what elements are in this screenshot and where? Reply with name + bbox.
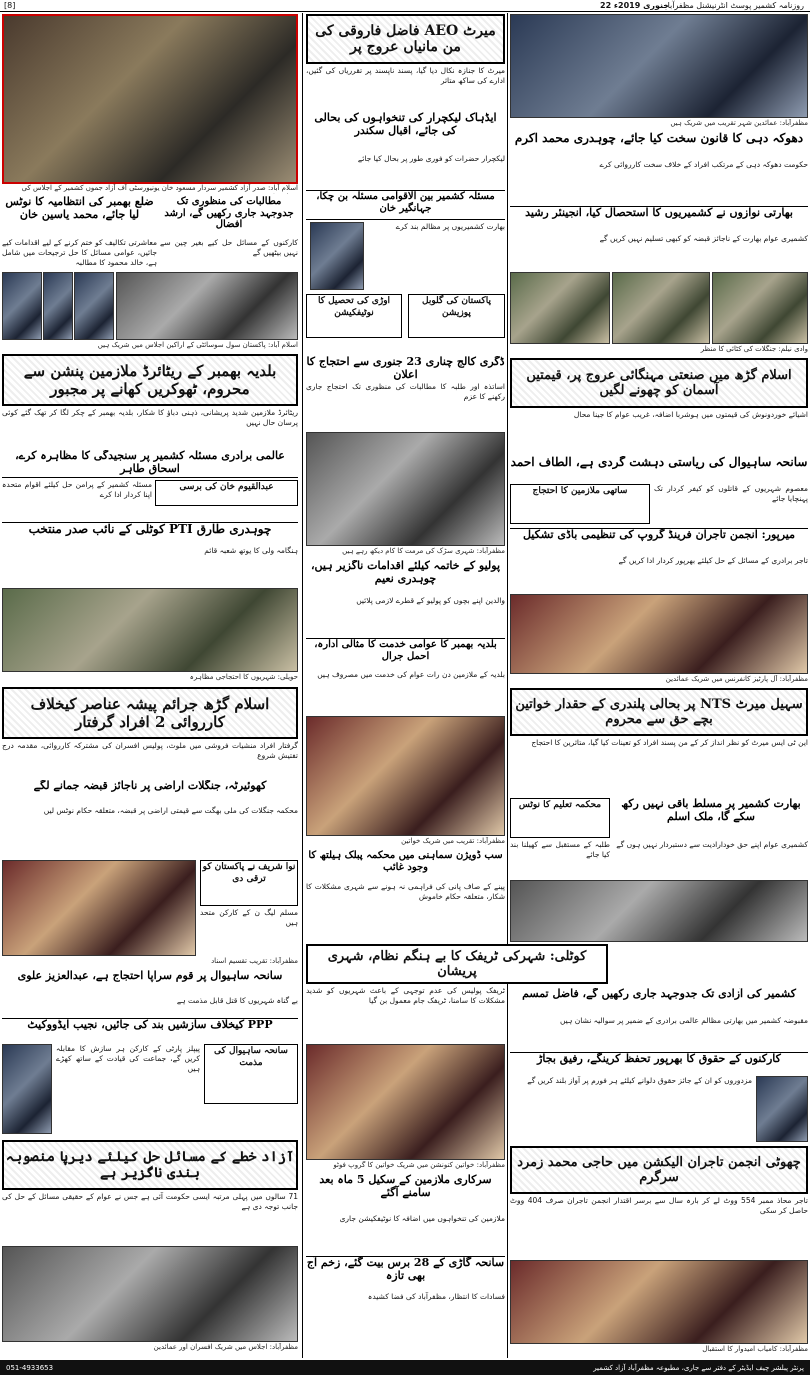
boxed-headline: عبدالقیوم خان کی برسی (155, 480, 298, 506)
group-photo (510, 14, 808, 118)
story-body: ہنگامہ ولی کا یوتھ شعبہ قائم (204, 546, 298, 555)
story-body: ٹریفک پولیس کی عدم توجہی کے باعث شہریوں کو شدید مشکلات کا سامنا، ٹریفک جام معمول بن گیا (306, 986, 505, 1005)
story-body: مسلم لیگ ن کے کارکن متحد ہیں (200, 908, 298, 927)
story-body: کشمیری عوام بھارت کے ناجائز قبضہ کو کبھی تسلیم نہیں کریں گے (599, 234, 808, 243)
banner-headline: آزاد خطے کے مسائل حل کیلئے دیرپا منصوبہ بندی ناگزیر ہے (2, 1140, 298, 1190)
story-body: معصوم شہریوں کے قاتلوں کو کیفر کردار تک پہنچایا جائے (654, 484, 808, 503)
meeting-photo (116, 272, 298, 340)
street-photo (306, 432, 505, 546)
photo-caption: مظفرآباد: آل پارٹیز کانفرنس میں شریک عمائدین (665, 675, 808, 683)
boxed-headline: نوا شریف نے پاکستان کو ترقی دی (200, 860, 298, 906)
story-body: تاجر برادری کے مسائل کے حل کیلئے بھرپور کردار ادا کریں گے (618, 556, 808, 565)
footer-phone: 051-4933653 (6, 1363, 54, 1372)
story-headline: عالمی برادری مسئلہ کشمیر پر سنجیدگی کا مظاہرہ کرے، اسحاق طاہر (2, 450, 298, 478)
photo-caption: مظفرآباد: کامیاب امیدوار کا استقبال (702, 1345, 808, 1353)
story-body: پینے کے صاف پانی کی فراہمی نہ ہونے سے شہری مشکلات کا شکار، متعلقہ حکام خاموش (306, 882, 505, 901)
masthead: روزنامہ کشمیر پوسٹ انٹرنیشنل مظفرآباد (664, 1, 804, 10)
story-body: بے گناہ شہریوں کا قتل قابل مذمت ہے (176, 996, 298, 1005)
page-number: [8] (4, 1, 16, 10)
photo-caption: مظفرآباد: خواتین کنونشن میں شریک خواتین کا گروپ فوٹو (333, 1161, 505, 1169)
story-body: کارکنوں کے مسائل حل کیے بغیر چین سے نہیں بیٹھیں گے (160, 238, 298, 257)
story-body: مزدوروں کو ان کے جائز حقوق دلوانے کیلئے ہر فورم پر آواز بلند کریں گے (527, 1076, 752, 1085)
forest-photo (612, 272, 710, 344)
story-body: پیپلز پارٹی کے کارکن ہر سازش کا مقابلہ کریں گے، جماعت کی قیادت کے ساتھ کھڑے ہیں (56, 1044, 200, 1073)
conference-photo (510, 594, 808, 674)
page-header (0, 0, 810, 12)
banner-headline: میرٹ AEO فاضل فاروقی کی من مانیاں عروج پر (306, 14, 505, 64)
portrait-photo (74, 272, 114, 340)
story-body: معاشرتی تکالیف کو ختم کرنے کے لیے اقدامات کیے جائیں، عوامی مسائل کا حل ترجیحات میں شامل ہے، خالد محمود کا مطالبہ (2, 238, 157, 267)
story-body: اشیائے خوردونوش کی قیمتوں میں ہوشربا اضافہ، غریب عوام کا جینا محال (573, 410, 808, 419)
story-headline: چوہدری طارق PTI کوٹلی کے نائب صدر منتخب (2, 522, 298, 544)
story-body: گرفتار افراد منشیات فروشی میں ملوث، پولیس افسران کی مشترکہ کارروائی، مقدمہ درج تفتیش شروع (2, 741, 298, 760)
forest-photo (712, 272, 808, 344)
crowd-photo (2, 588, 298, 672)
column-divider (302, 13, 303, 1358)
boxed-headline: ساتھی ملازمین کا احتجاج (510, 484, 650, 524)
portrait-photo (2, 1044, 52, 1134)
story-body: ملازمین کی تنخواہوں میں اضافہ کا نوٹیفکیشن جاری (339, 1214, 505, 1223)
photo-caption: مظفرآباد: اجلاس میں شریک افسران اور عمائدین (153, 1343, 298, 1351)
story-headline: بلدیہ بھمبر کا عوامی خدمت کا مثالی ادارہ، احمل جرال (306, 638, 505, 668)
story-body: فسادات کا انتظار، مظفرآباد کی فضا کشیدہ (367, 1292, 505, 1301)
story-body: این ٹی ایس میرٹ کو نظر انداز کر کے من پسند افراد کو تعینات کیا گیا، متاثرین کا احتجاج (531, 738, 808, 747)
story-headline: سانحہ ساہیوال پر قوم سراپا احتجاج ہے، عبدالعزیز علوی (17, 970, 283, 982)
photo-caption: مظفرآباد: عمائدین شہر تقریب میں شریک ہیں (670, 119, 808, 127)
banner-headline: بلدیہ بھمبر کے ریٹائرڈ ملازمین پنشن سے محروم، ٹھوکریں کھانے پر مجبور (2, 354, 298, 406)
story-body: طلبہ کے مستقبل سے کھیلنا بند کیا جائے (510, 840, 610, 859)
story-headline: بھارتی نوازوں نے کشمیریوں کا استحصال کیا، انجینئر رشید (510, 206, 808, 232)
story-body: محکمہ جنگلات کی ملی بھگت سے قیمتی اراضی پر قبضہ، متعلقہ حکام نوٹس لیں (43, 806, 298, 815)
story-body: مقبوضہ کشمیر میں بھارتی مظالم عالمی برادری کے ضمیر پر سوالیہ نشان ہیں (559, 1016, 808, 1025)
story-body: ریٹائرڈ ملازمین شدید پریشانی، ذہنی دباؤ کا شکار، بلدیہ بھمبر کے چکر لگا کر تھک گئے کوئی پرسان حال نہیں (2, 408, 298, 427)
footer-imprint: پرنٹر پبلشر چیف ایڈیٹر کے دفتر سے جاری، مطبوعہ مظفرآباد آزاد کشمیر (593, 1363, 804, 1372)
boxed-headline: اوڑی کی تحصیل کا نوٹیفکیشن (306, 294, 402, 338)
banner-headline: چھوٹی انجمن تاجران الیکشن میں حاجی محمد زمرد سرگرم (510, 1146, 808, 1194)
column-divider (507, 13, 508, 1358)
story-headline: مسئلہ کشمیر بین الاقوامی مسئلہ بن چکا، جہانگیر خان (306, 190, 505, 220)
story-body: اساتذہ اور طلبہ کا مطالبات کی منظوری تک احتجاج جاری رکھنے کا عزم (306, 382, 505, 401)
story-body: تاجر محاذ ممبر 554 ووٹ لے کر بارہ سال سے برسر اقتدار انجمن تاجران صرف 404 ووٹ حاصل کر سکی (510, 1196, 808, 1215)
conference-photo (2, 860, 196, 956)
story-body: والدین اپنے بچوں کو پولیو کے قطرے لازمی پلائیں (356, 596, 505, 605)
photo-caption: وادی نیلم: جنگلات کی کٹائی کا منظر (700, 345, 808, 353)
story-headline: دھوکہ دہی کا قانون سخت کیا جائے، چوہدری محمد اکرم (514, 132, 804, 145)
story-body: میرٹ کا جنازہ نکال دیا گیا، پسند ناپسند پر تقرریاں کی گئیں، ادارے کی ساکھ متاثر (306, 66, 505, 85)
story-headline: ایڈہاک لیکچرار کی تنخواہوں کی بحالی کی جائے، اقبال سکندر (314, 112, 497, 137)
boxed-headline: سانحہ ساہیوال کی مذمت (204, 1044, 298, 1104)
parade-photo (510, 880, 808, 942)
story-headline: سب ڈویژن سماہنی میں محکمہ پبلک ہیلتھ کا وجود غائب (308, 850, 503, 873)
story-headline: بھارت کشمیر پر مسلط باقی نہیں رکھ سکے گا، ملک اسلم (621, 798, 801, 823)
story-headline: میرپور: انجمن تاجران فرینڈ گروپ کی تنظیمی باڈی تشکیل (510, 528, 808, 554)
lead-photo-caption: اسلام آباد: صدر آزاد کشمیر سردار مسعود خان یونیورسٹی آف آزاد جموں کشمیر کے اجلاس کی (21, 184, 298, 192)
photo-caption: مظفرآباد: شہری سڑک کی مرمت کا کام دیکھ رہے ہیں (342, 547, 505, 555)
lead-photo (2, 14, 298, 184)
story-headline: کشمیر کی آزادی تک جدوجہد جاری رکھیں گے، فاضل تمسم (522, 988, 796, 1000)
group-photo (306, 1044, 505, 1160)
banner-headline: کوٹلی: شہرکی ٹریفک کا بے ہنگم نظام، شہری پریشان (306, 944, 608, 984)
story-headline: سرکاری ملازمین کے سکیل 5 ماہ بعد سامنے آگئے (319, 1174, 492, 1199)
banner-headline: اسلام گڑھ میں صنعتی مہنگائی عروج پر، قیمتیں آسمان کو چھونے لگیں (510, 358, 808, 408)
boxed-headline: محکمہ تعلیم کا نوٹس (510, 798, 610, 838)
portrait-photo (2, 272, 42, 340)
story-headline: کھوئیرٹہ، جنگلات اراضی پر ناجائز قبضہ جمانے لگے (33, 780, 267, 792)
photo-caption: مظفرآباد: تقریب تقسیم اسناد (211, 957, 298, 965)
story-body: مسئلہ کشمیر کے پرامن حل کیلئے اقوام متحدہ اپنا کردار ادا کرے (2, 480, 152, 499)
banner-headline: اسلام گڑھ جرائم پیشہ عناصر کیخلاف کارروائی 2 افراد گرفتار (2, 687, 298, 739)
portrait-photo (310, 222, 364, 290)
story-body: بلدیہ کے ملازمین دن رات عوام کی خدمت میں مصروف ہیں (317, 670, 505, 679)
boxed-headline: پاکستان کی گلوبل پوزیشن (408, 294, 505, 338)
story-headline: سانحہ گاڑی کے 28 برس بیت گئے، زخم آج بھی تازہ (306, 1256, 505, 1290)
meeting-photo (2, 1246, 298, 1342)
story-body: کشمیری عوام اپنے حق خودارادیت سے دستبردار نہیں ہوں گے (616, 840, 808, 849)
story-body: بھارت کشمیریوں پر مظالم بند کرے (395, 222, 505, 231)
forest-photo (510, 272, 610, 344)
page-footer (0, 1360, 810, 1375)
portrait-photo (756, 1076, 808, 1142)
story-headline: PPP کیخلاف سازشیں بند کی جائیں، نجیب ایڈووکیٹ (2, 1018, 298, 1040)
event-photo (306, 716, 505, 836)
photo-caption: اسلام آباد: پاکستان سول سوسائٹی کے اراکین اجلاس میں شریک ہیں (97, 341, 298, 349)
story-headline: ضلع بھمبر کی انتظامیہ کا نوٹس لیا جائے، محمد یاسین خان (5, 196, 154, 221)
portrait-photo (43, 272, 73, 340)
story-headline: کارکنوں کے حقوق کا بھرپور تحفظ کرینگے، رفیق بجاڑ (510, 1052, 808, 1074)
photo-caption: حویلی: شہریوں کا احتجاجی مظاہرہ (189, 673, 298, 681)
story-body: 71 سالوں میں پہلی مرتبہ ایسی حکومت آئی ہے جس نے عوام کے حقیقی مسائل کے حل کی جانب توجہ دی ہے (2, 1192, 298, 1211)
story-headline: پولیو کے خاتمہ کیلئے اقدامات ناگزیر ہیں، چوہدری نعیم (310, 560, 501, 585)
story-headline: سانحہ ساہیوال کی ریاستی دہشت گردی ہے، الطاف احمد (510, 456, 808, 469)
celebration-photo (510, 1260, 808, 1344)
story-body: لیکچرار حضرات کو فوری طور پر بحال کیا جائے (357, 154, 505, 163)
story-headline: مطالبات کی منظوری تک جدوجہد جاری رکھیں گے، ارشد افضال (164, 196, 294, 230)
story-headline: ڈگری کالج چناری 23 جنوری سے احتجاج کا اعلان (306, 356, 505, 380)
issue-date: 22 جنوری 2019ء (600, 1, 670, 10)
photo-caption: مظفرآباد: تقریب میں شریک خواتین (401, 837, 505, 845)
banner-headline: سہیل میرٹ NTS پر بحالی پلندری کے حقدار خواتین بچے حق سے محروم (510, 688, 808, 736)
story-body: حکومت دھوکہ دہی کے مرتکب افراد کے خلاف سخت کارروائی کرے (599, 160, 808, 169)
